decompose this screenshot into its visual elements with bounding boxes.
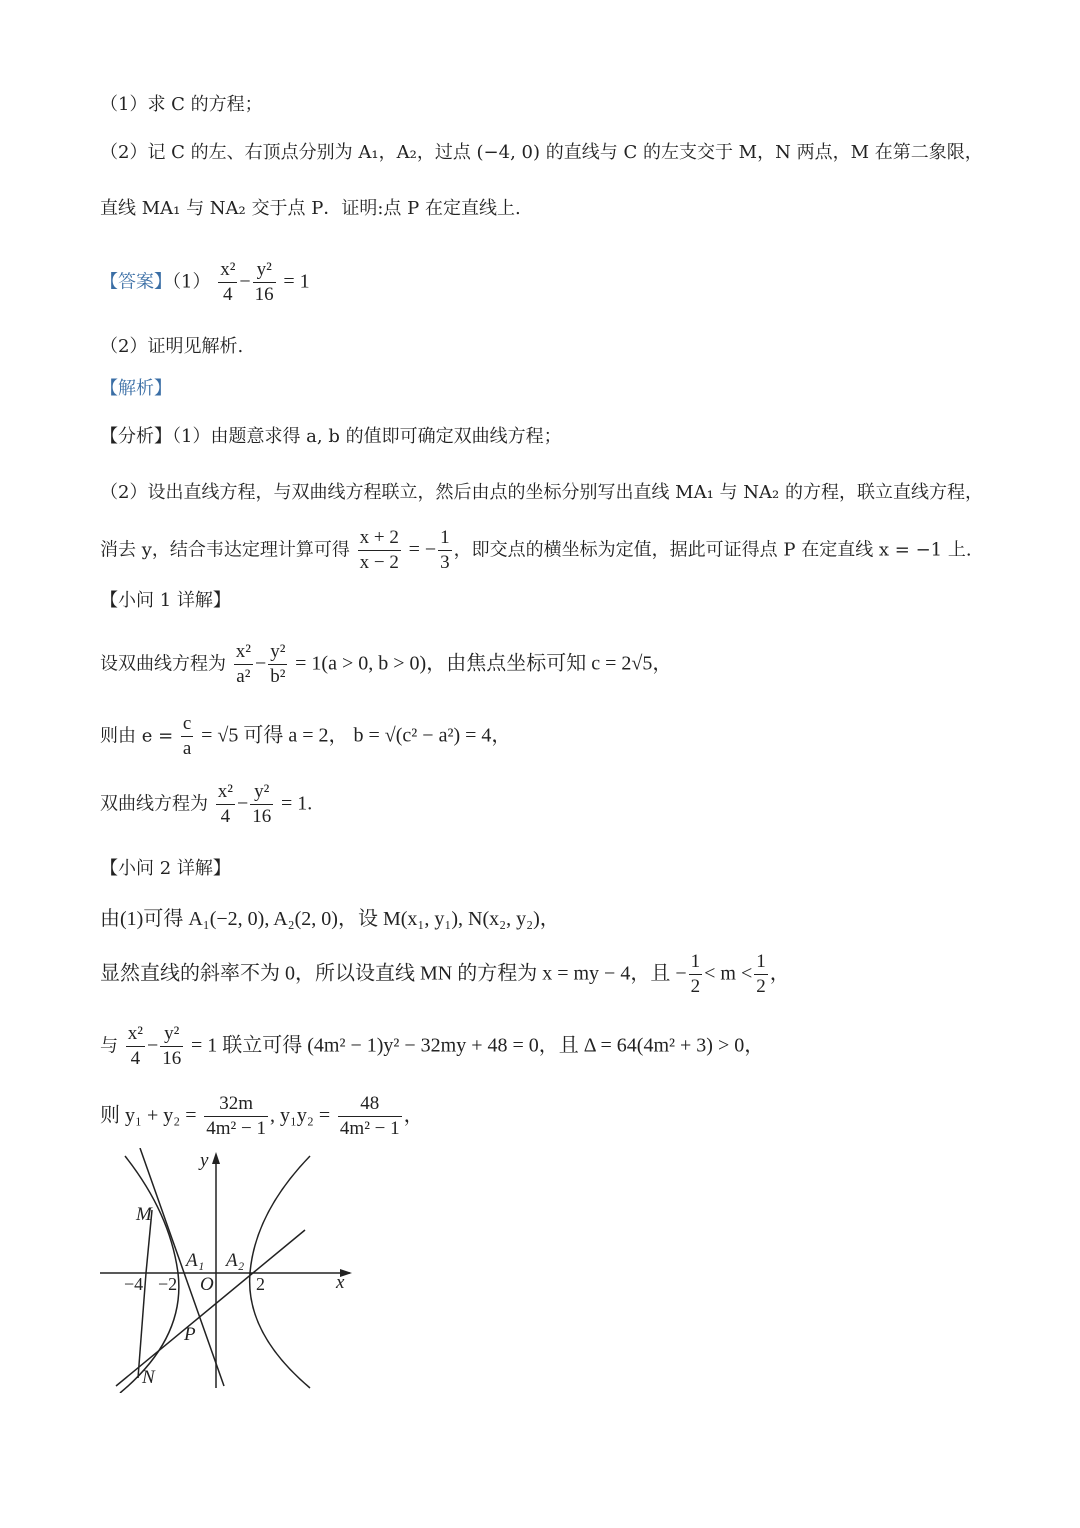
label-P: P (184, 1324, 196, 1345)
tick-2: 2 (256, 1274, 265, 1294)
answer-part1-prefix: （1） (172, 271, 211, 293)
sub1-frac-2: $\frac{\text{y²}}{\text{b²}}$ (270, 641, 286, 687)
right-branch (250, 1156, 310, 1388)
sub2-line1: 由(1)可得 A₁(−2, 0), A₂(2, 0)，设 M(x₁, y₁), N(x₂, y₂)， (100, 908, 560, 930)
label-A2: A₂ (226, 1250, 245, 1271)
sub2-line4: 则 y₁ + y₂ = $\frac{32m}{\text{4m² − 1}}$ , y₁y₂ = $\frac{48}{\text{4m² − 1}}$ ， (100, 1093, 424, 1139)
sub2-frac-4: $\frac{\text{y²}}{16}$ (162, 1023, 182, 1069)
sub2-frac-5: $\frac{32m}{\text{4m² − 1}}$ (206, 1093, 266, 1139)
analysis-frac-2: $\frac{1}{3}$ (440, 527, 450, 573)
sub1-frac-5: $\frac{\text{y²}}{16}$ (252, 781, 272, 827)
analysis-frac-1: $\frac{x + 2}{x - 2}$ (359, 527, 399, 573)
y-label: y (200, 1150, 209, 1171)
sub1-frac-3: $\frac{c}{a}$ (182, 713, 192, 759)
analysis-fenxi2-line2: 消去 y，结合韦达定理计算可得 $\frac{x + 2}{x - 2}$ = − $\frac{1}{3}$ ，即交点的横坐标为定值，据此可证得点 P 在定直线 x = −1 上. (100, 527, 972, 573)
question-part2-line2: 直线 MA₁ 与 NA₂ 交于点 P．证明:点 P 在定直线上. (100, 198, 521, 219)
x-label: x (336, 1272, 345, 1293)
question-part1: （1）求 C 的方程； (100, 94, 263, 115)
label-M: M (136, 1204, 152, 1225)
answer-tag: 【答案】 (100, 271, 172, 293)
analysis-tag: 【解析】 (100, 378, 172, 399)
sub2-frac-3: $\frac{\text{x²}}{4}$ (127, 1023, 143, 1069)
sub2-title: 【小问 2 详解】 (100, 858, 231, 879)
line-NA2 (116, 1230, 305, 1386)
tick-minus4: −4 (124, 1274, 144, 1294)
sub1-title: 【小问 1 详解】 (100, 590, 231, 611)
hyperbola-figure (100, 1148, 360, 1393)
analysis-fenxi2-line1: （2）设出直线方程，与双曲线方程联立，然后由点的坐标分别写出直线 MA₁ 与 NA₂ 的方程，联立直线方程， (100, 482, 983, 503)
sub1-line2: 则由 e = $\frac{c}{a}$ = √5 可得 a = 2， b = √(c² − a²) = 4， (100, 713, 512, 759)
answer-rhs: = 1 (283, 270, 310, 293)
sub1-frac-1: $\frac{\text{x²}}{\text{a²}}$ (235, 641, 251, 687)
answer-part2: （2）证明见解析. (100, 336, 244, 357)
analysis-fenxi: 【分析】（1）由题意求得 a, b 的值即可确定双曲线方程； (100, 426, 562, 447)
question-part2-line1: （2）记 C 的左、右顶点分别为 A₁，A₂，过点 (−4, 0) 的直线与 C 的左支交于 M，N 两点，M 在第二象限， (100, 142, 983, 163)
sub1-frac-4: $\frac{\text{x²}}{4}$ (217, 781, 233, 827)
y-axis-arrow (212, 1152, 220, 1164)
sub1-line1: 设双曲线方程为 $\frac{\text{x²}}{\text{a²}}$ − $\frac{\text{y²}}{\text{b²}}$ = 1(a > 0, b > 0)，由焦点坐标可知 c = 2√5， (100, 641, 673, 687)
answer-line1: 【答案】（1） $\frac{\text{x²}}{4}$ − $\frac{\text{y²}}{16}$ = 1 (100, 259, 310, 305)
sub2-line2: 显然直线的斜率不为 0，所以设直线 MN 的方程为 x = my − 4，且 − $\frac{1}{2}$ < m < $\frac{1}{2}$ ， (100, 951, 790, 997)
sub2-frac-6: $\frac{48}{\text{4m² − 1}}$ (339, 1093, 400, 1139)
label-O: O (200, 1274, 214, 1295)
sub2-line3: 与 $\frac{\text{x²}}{4}$ − $\frac{\text{y²}}{16}$ = 1 联立可得 (4m² − 1)y² − 32my + 48 = 0，且 Δ = 64(4m² + 3) > 0， (100, 1023, 765, 1069)
sub2-frac-1: $\frac{1}{2}$ (690, 951, 701, 997)
sub1-line3: 双曲线方程为 $\frac{\text{x²}}{4}$ − $\frac{\text{y²}}{16}$ = 1. (100, 781, 313, 827)
answer-frac-1: $\frac{\text{x²}}{4}$ (220, 259, 236, 305)
line-MA1 (140, 1148, 224, 1386)
answer-frac-2: $\frac{\text{y²}}{16}$ (254, 259, 274, 305)
sub2-frac-2: $\frac{1}{2}$ (756, 951, 766, 997)
tick-minus2: −2 (158, 1274, 178, 1294)
label-N: N (142, 1367, 155, 1388)
label-A1: A₁ (186, 1250, 205, 1271)
